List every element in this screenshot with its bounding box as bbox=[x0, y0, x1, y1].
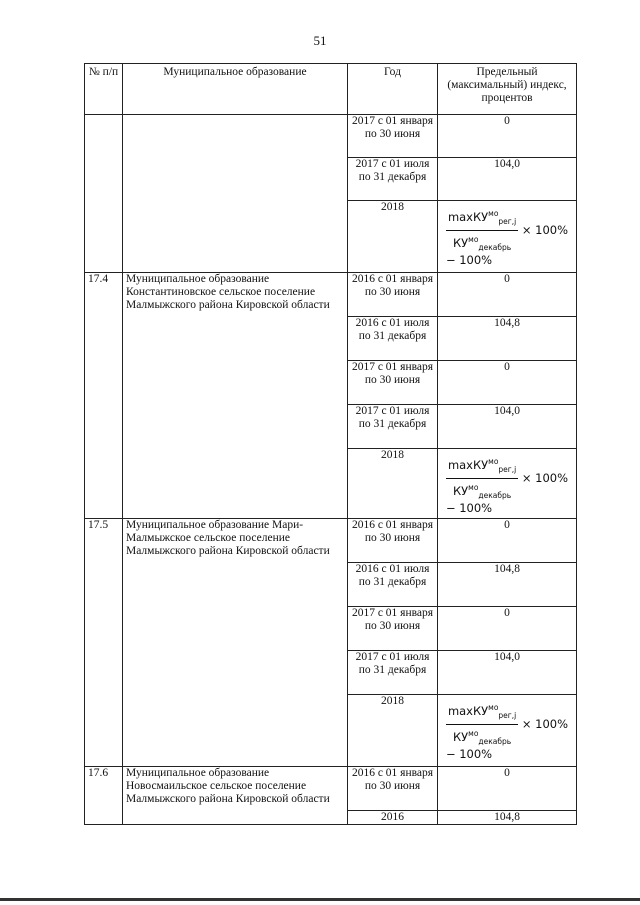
row-year: 2018 bbox=[348, 695, 438, 767]
formula-multiplier: × 100% bbox=[518, 717, 569, 732]
row-year: 2018 bbox=[348, 201, 438, 273]
row-year: 2016 с 01 января по 30 июня bbox=[348, 273, 438, 317]
header-municipality: Муниципальное образование bbox=[123, 64, 348, 115]
table-row bbox=[85, 519, 577, 563]
formula bbox=[446, 207, 568, 267]
row-year: 2018 bbox=[348, 449, 438, 519]
row-index-value: 0 bbox=[438, 519, 577, 563]
page-number: 51 bbox=[313, 33, 327, 48]
header-year: Год bbox=[348, 64, 438, 115]
row-index-value: 104,8 bbox=[438, 317, 577, 361]
row-index-value: 104,0 bbox=[438, 651, 577, 695]
row-year: 2016 с 01 января по 30 июня bbox=[348, 519, 438, 563]
row-municipality: Муниципальное образование Мари-Малмыжское сельское поселение Малмыжского района Кировской области bbox=[123, 519, 348, 767]
formula-fraction bbox=[446, 701, 518, 748]
formula-multiplier: × 100% bbox=[518, 471, 569, 486]
table-row bbox=[85, 115, 577, 158]
formula bbox=[446, 701, 568, 761]
formula-subtrahend: − 100% bbox=[445, 501, 493, 516]
row-index-value: 104,0 bbox=[438, 158, 577, 201]
row-index-formula bbox=[438, 201, 577, 273]
formula-fraction bbox=[446, 455, 518, 502]
formula-fraction bbox=[446, 207, 518, 254]
row-year: 2016 с 01 июля по 31 декабря bbox=[348, 563, 438, 607]
row-municipality bbox=[123, 115, 348, 273]
table-header-row bbox=[85, 64, 577, 115]
header-index: Предельный (максимальный) индекс, процентов bbox=[438, 64, 577, 115]
formula-numerator: maxКУ$^{мо}_{рег,j}$ bbox=[446, 455, 518, 479]
row-index-formula bbox=[438, 695, 577, 767]
row-index-value: 104,0 bbox=[438, 405, 577, 449]
row-index-value: 0 bbox=[438, 767, 577, 811]
row-year: 2017 с 01 января по 30 июня bbox=[348, 607, 438, 651]
formula bbox=[446, 455, 568, 515]
table-row bbox=[85, 273, 577, 317]
row-year: 2016 с 01 июля по 31 декабря bbox=[348, 317, 438, 361]
formula-denominator: $КУ^{мо}_{декабрь}$ bbox=[452, 483, 512, 501]
row-year: 2017 с 01 января по 30 июня bbox=[348, 115, 438, 158]
row-index-formula bbox=[438, 449, 577, 519]
formula-denominator: $КУ^{мо}_{декабрь}$ bbox=[452, 235, 512, 253]
row-num: 17.5 bbox=[85, 519, 123, 767]
formula-numerator: maxКУ$^{мо}_{рег,j}$ bbox=[446, 207, 518, 231]
tariff-index-table bbox=[84, 63, 577, 825]
row-year: 2017 с 01 июля по 31 декабря bbox=[348, 405, 438, 449]
row-index-value: 104,8 bbox=[438, 811, 577, 825]
formula-denominator: $КУ^{мо}_{декабрь}$ bbox=[452, 729, 512, 747]
formula-subtrahend: − 100% bbox=[445, 747, 493, 762]
row-year: 2016 bbox=[348, 811, 438, 825]
table-row bbox=[85, 767, 577, 811]
row-num bbox=[85, 115, 123, 273]
row-num: 17.6 bbox=[85, 767, 123, 825]
formula-subtrahend: − 100% bbox=[445, 253, 493, 268]
formula-numerator: maxКУ$^{мо}_{рег,j}$ bbox=[446, 701, 518, 725]
row-index-value: 0 bbox=[438, 273, 577, 317]
row-index-value: 104,8 bbox=[438, 563, 577, 607]
row-year: 2016 с 01 января по 30 июня bbox=[348, 767, 438, 811]
row-year: 2017 с 01 июля по 31 декабря bbox=[348, 158, 438, 201]
row-index-value: 0 bbox=[438, 115, 577, 158]
row-index-value: 0 bbox=[438, 607, 577, 651]
row-year: 2017 с 01 января по 30 июня bbox=[348, 361, 438, 405]
row-year: 2017 с 01 июля по 31 декабря bbox=[348, 651, 438, 695]
formula-multiplier: × 100% bbox=[518, 223, 569, 238]
row-municipality: Муниципальное образование Новосмаильское сельское поселение Малмыжского района Кировской области bbox=[123, 767, 348, 825]
scan-edge-line bbox=[0, 898, 640, 901]
row-municipality: Муниципальное образование Константиновское сельское поселение Малмыжского района Кировской области bbox=[123, 273, 348, 519]
row-num: 17.4 bbox=[85, 273, 123, 519]
row-index-value: 0 bbox=[438, 361, 577, 405]
header-num: № п/п bbox=[85, 64, 123, 115]
